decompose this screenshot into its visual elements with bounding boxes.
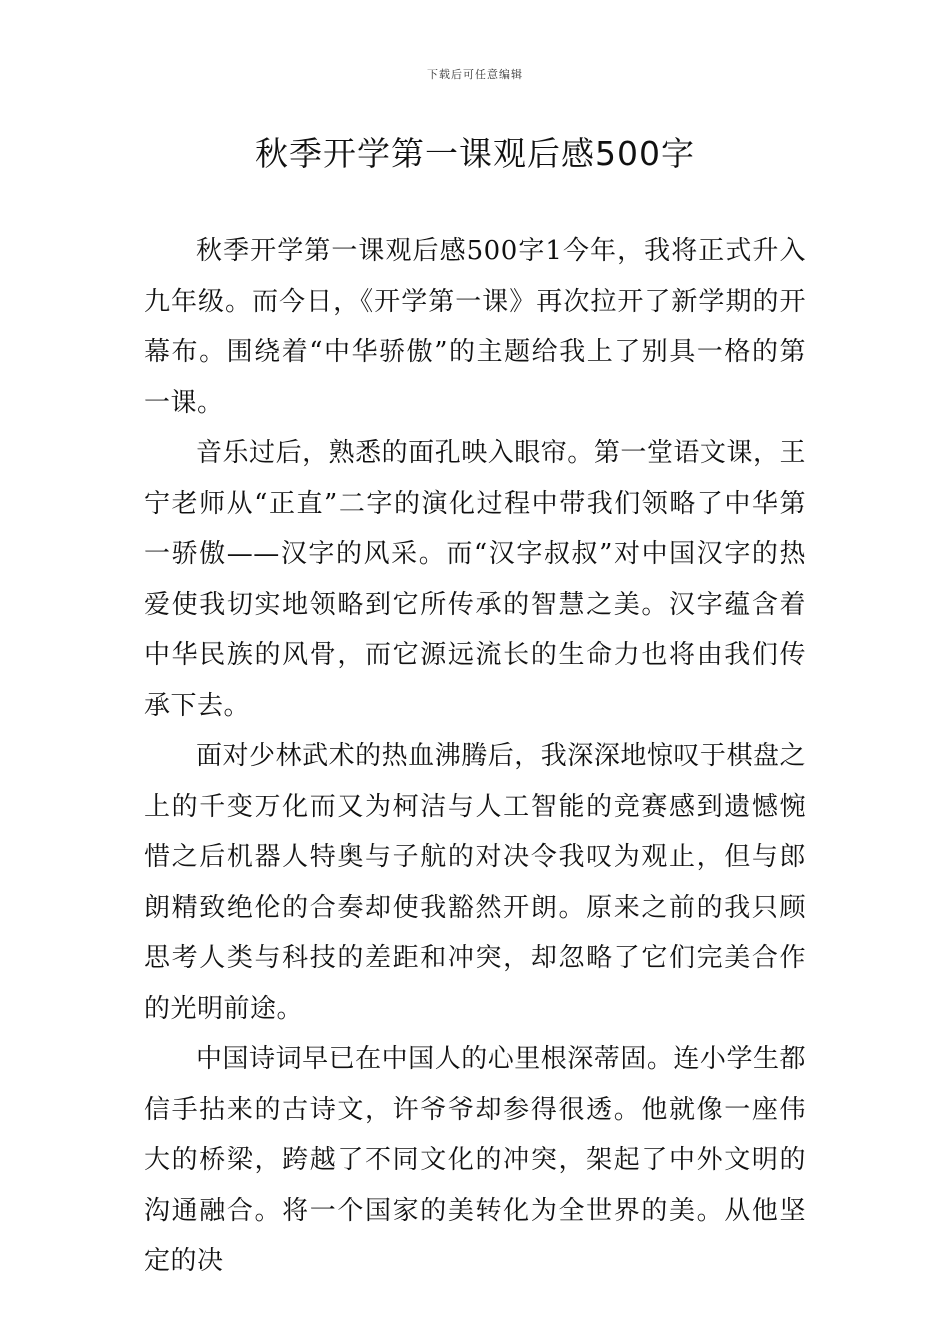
document-title: 秋季开学第一课观后感500字 [255,134,695,173]
paragraph-2: 音乐过后，熟悉的面孔映入眼帘。第一堂语文课，王宁老师从“正直”二字的演化过程中带我们领略了中华第一骄傲——汉字的风采。而“汉字叔叔”对中国汉字的热爱使我切实地领略到它所传承的智慧之美。汉字蕴含着中华民族的风骨，而它源远流长的生命力也将由我们传承下去。 [144,438,806,721]
paragraph-3: 面对少林武术的热血沸腾后，我深深地惊叹于棋盘之上的千变万化而又为柯洁与人工智能的竞赛感到遗憾惋惜之后机器人特奥与子航的对决令我叹为观止，但与郎朗精致绝伦的合奏却使我豁然开朗。原来之前的我只顾思考人类与科技的差距和冲突，却忽略了它们完美合作的光明前途。 [144,741,806,1024]
header-note: 下载后可任意编辑 [427,68,523,81]
document-body [144,226,806,1287]
paragraph-1: 秋季开学第一课观后感500字1今年，我将正式升入九年级。而今日，《开学第一课》再次拉开了新学期的开幕布。围绕着“中华骄傲”的主题给我上了别具一格的第一课。 [144,236,806,418]
paragraph-4: 中国诗词早已在中国人的心里根深蒂固。连小学生都信手拈来的古诗文，许爷爷却参得很透。他就像一座伟大的桥梁，跨越了不同文化的冲突，架起了中外文明的沟通融合。将一个国家的美转化为全世界的美。从他坚定的决 [144,1044,806,1276]
